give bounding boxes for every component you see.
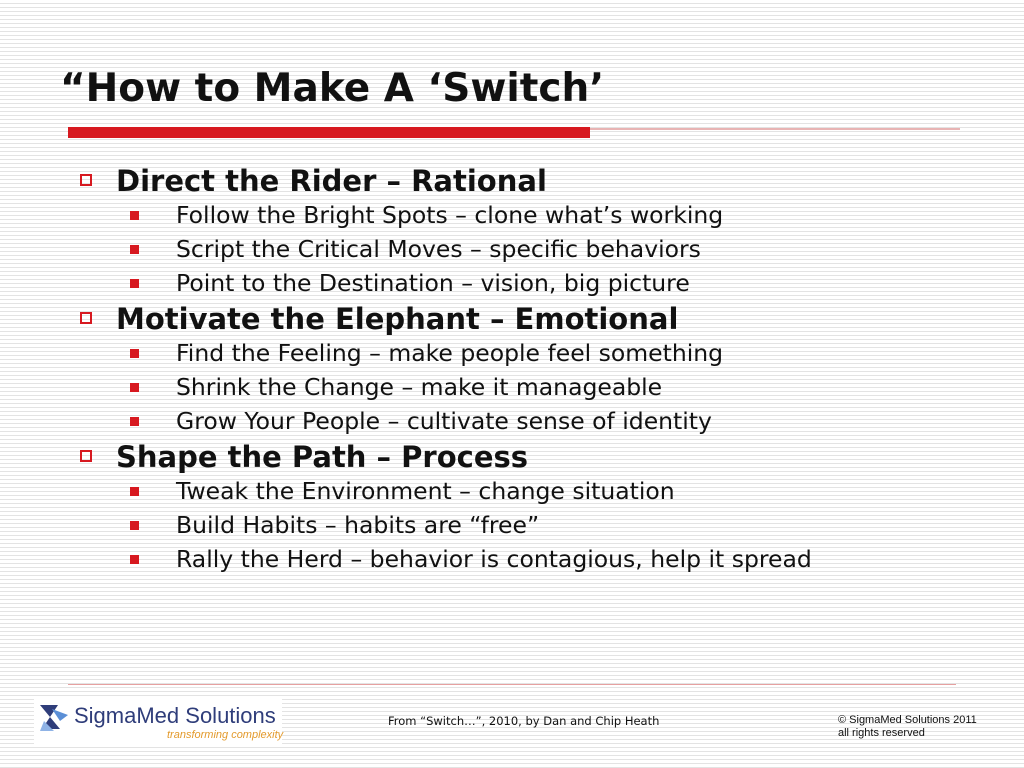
filled-square-bullet-icon [130, 349, 139, 358]
list-item [74, 405, 974, 439]
logo-tagline: transforming complexity [167, 729, 284, 741]
section-direct-the-rider [74, 163, 974, 301]
filled-square-bullet-icon [130, 521, 139, 530]
bullet-list [74, 163, 974, 577]
sigmamed-logo-icon [38, 701, 72, 735]
list-item [74, 371, 974, 405]
list-item-text: Follow the Bright Spots – clone what’s working [176, 201, 724, 229]
filled-square-bullet-icon [130, 245, 139, 254]
list-item-text: Tweak the Environment – change situation [176, 477, 675, 505]
slide-title: “How to Make A ‘Switch’ [60, 66, 605, 111]
filled-square-bullet-icon [130, 555, 139, 564]
footer-divider [68, 684, 956, 685]
filled-square-bullet-icon [130, 279, 139, 288]
hollow-square-bullet-icon [80, 312, 92, 324]
list-item [74, 267, 974, 301]
section-heading-row [74, 163, 974, 199]
list-item-text: Grow Your People – cultivate sense of identity [176, 407, 712, 435]
section-heading: Motivate the Elephant – Emotional [116, 302, 679, 336]
list-item-text: Rally the Herd – behavior is contagious, help it spread [176, 545, 812, 573]
source-citation: From “Switch…”, 2010, by Dan and Chip Heath [388, 714, 660, 728]
section-heading-row [74, 301, 974, 337]
list-item-text: Build Habits – habits are “free” [176, 511, 540, 539]
list-item [74, 233, 974, 267]
list-item-text: Find the Feeling – make people feel something [176, 339, 724, 367]
copyright-notice [838, 714, 977, 740]
list-item-text: Shrink the Change – make it manageable [176, 373, 663, 401]
filled-square-bullet-icon [130, 383, 139, 392]
title-underline-accent [68, 127, 590, 138]
section-shape-the-path [74, 439, 974, 577]
filled-square-bullet-icon [130, 211, 139, 220]
list-item [74, 199, 974, 233]
list-item-text: Point to the Destination – vision, big picture [176, 269, 690, 297]
copyright-line: © SigmaMed Solutions 2011 [838, 714, 977, 726]
filled-square-bullet-icon [130, 417, 139, 426]
rights-line: all rights reserved [838, 727, 925, 739]
section-heading-row [74, 439, 974, 475]
list-item [74, 543, 974, 577]
logo-company-name: SigmaMed Solutions [74, 703, 276, 728]
company-logo [34, 697, 282, 747]
list-item [74, 337, 974, 371]
list-item [74, 475, 974, 509]
list-item-text: Script the Critical Moves – specific behaviors [176, 235, 701, 263]
hollow-square-bullet-icon [80, 450, 92, 462]
filled-square-bullet-icon [130, 487, 139, 496]
section-heading: Direct the Rider – Rational [116, 164, 547, 198]
section-heading: Shape the Path – Process [116, 440, 529, 474]
hollow-square-bullet-icon [80, 174, 92, 186]
list-item [74, 509, 974, 543]
section-motivate-the-elephant [74, 301, 974, 439]
